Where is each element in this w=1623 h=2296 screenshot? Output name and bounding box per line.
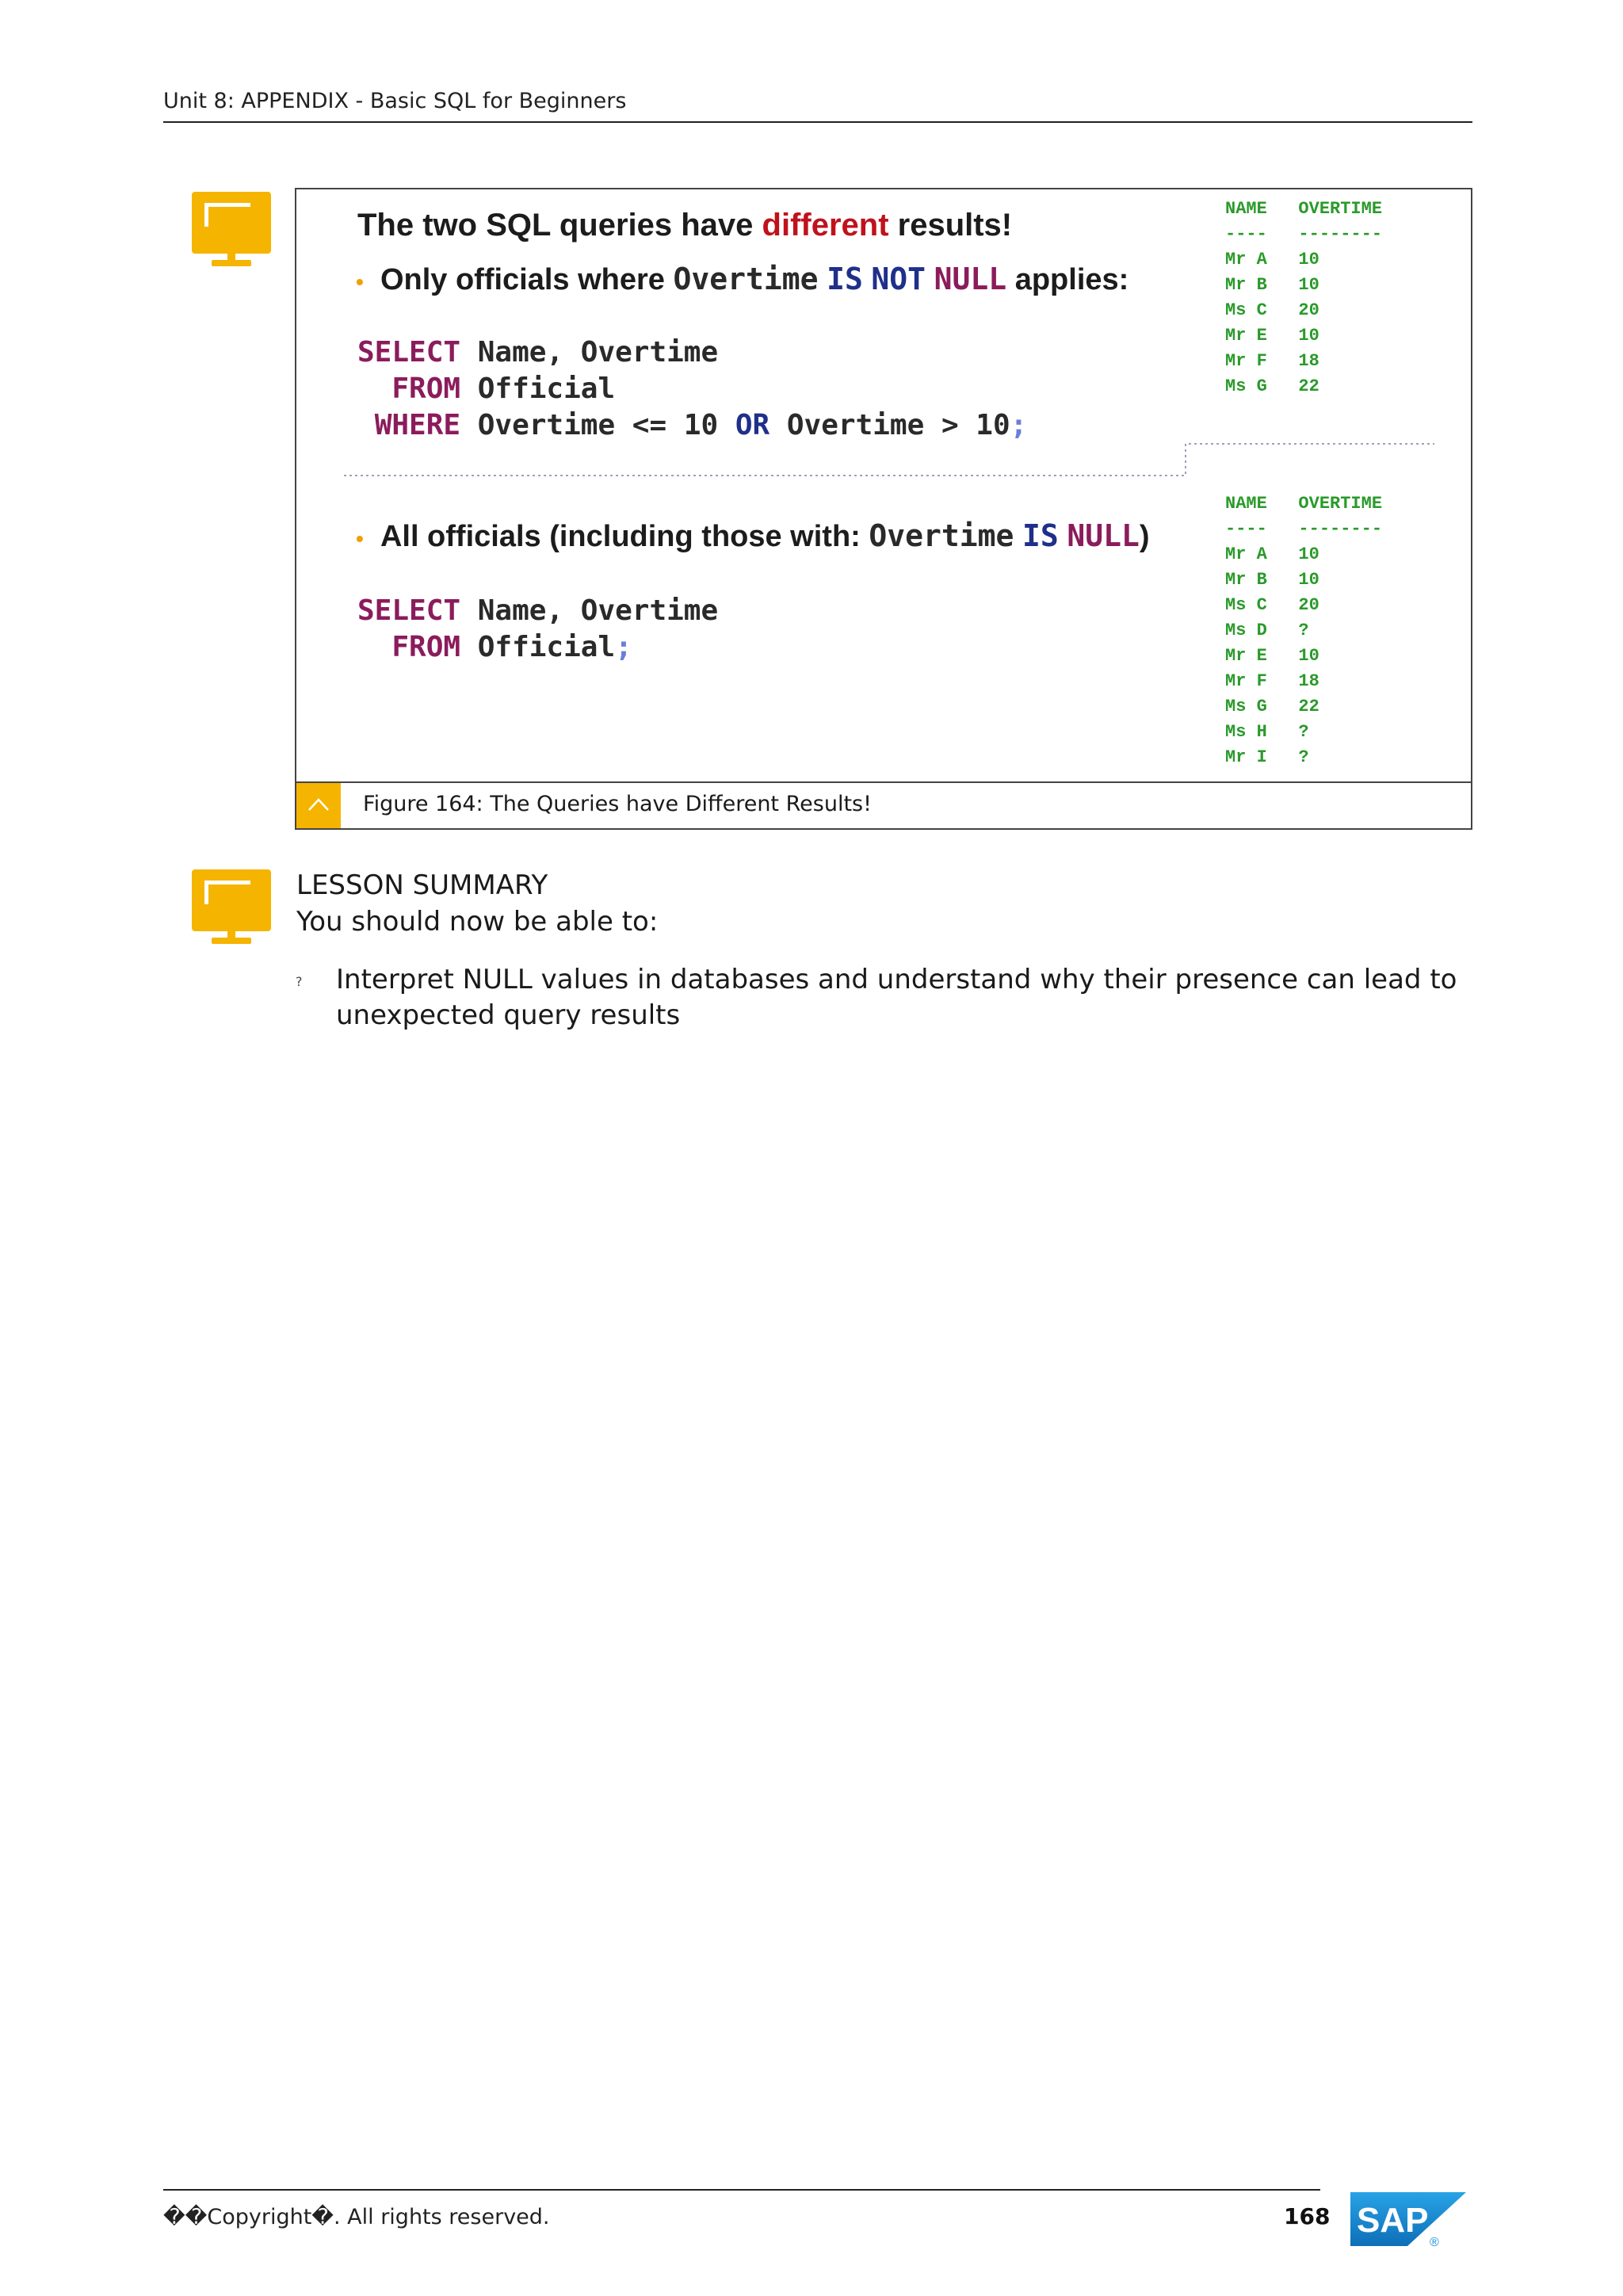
bullet-dot-icon: • [356,526,364,551]
result-row: Mr B 10 [1225,570,1319,590]
caption-divider [295,781,1472,783]
result-header: NAME OVERTIME [1225,494,1383,514]
query1-line-where: WHERE Overtime <= 10 OR Overtime > 10; [374,409,1028,441]
result-row: Mr E 10 [1225,326,1319,346]
result-row: Ms H ? [1225,722,1309,742]
result-row: Ms C 20 [1225,595,1319,615]
result-row: Mr A 10 [1225,544,1319,564]
sap-logo-text: SAP [1357,2201,1429,2240]
result-table-2 [1225,491,1382,770]
query2-line-from: FROM Official; [391,631,632,663]
monitor-icon [192,192,271,271]
sap-logo [1349,2189,1468,2249]
slide-bullet-1: • Only officials where Overtime IS NOT NULL applies: [356,262,1129,296]
result-divider: ---- -------- [1225,224,1383,244]
page-number: 168 [1284,2203,1331,2229]
bullet-dot-icon: • [356,269,364,294]
query1-line-select: SELECT Name, Overtime [357,336,719,369]
result-row: Ms D ? [1225,621,1309,640]
page-header-title: Unit 8: APPENDIX - Basic SQL for Beginners [163,89,627,113]
lesson-summary-title: LESSON SUMMARY [296,869,548,901]
result-row: Ms G 22 [1225,376,1319,396]
registered-mark: ® [1430,2236,1439,2249]
query2-line-select: SELECT Name, Overtime [357,594,719,627]
result-row: Ms G 22 [1225,697,1319,716]
result-row: Mr B 10 [1225,275,1319,295]
result-row: Mr F 18 [1225,351,1319,371]
lesson-summary-item: Interpret NULL values in databases and understand why their presence can lead to unexpected query results [336,964,1457,1031]
copyright-text: ��Copyright�. All rights reserved. [163,2205,550,2229]
lesson-summary-subtitle: You should now be able to: [296,906,659,938]
query1-line-from: FROM Official [391,372,616,405]
header-divider [163,121,1472,123]
result-row: Mr A 10 [1225,250,1319,269]
figure-caption: Figure 164: The Queries have Different Results! [363,792,872,816]
chevron-up-icon [307,796,330,813]
result-divider: ---- -------- [1225,519,1383,539]
result-row: Mr I ? [1225,747,1309,767]
slide-title: The two SQL queries have different results! [357,208,1013,243]
result-table-1 [1225,197,1382,399]
bullet-icon: ? [296,974,303,989]
collapse-figure-button[interactable] [296,783,341,828]
dotted-separator [341,436,1442,483]
footer-divider [163,2189,1320,2191]
result-row: Mr E 10 [1225,646,1319,666]
result-row: Mr F 18 [1225,671,1319,691]
slide-bullet-2: • All officials (including those with: Overtime IS NULL) [356,518,1150,553]
result-row: Ms C 20 [1225,300,1319,320]
monitor-icon [192,869,271,949]
result-header: NAME OVERTIME [1225,199,1383,219]
